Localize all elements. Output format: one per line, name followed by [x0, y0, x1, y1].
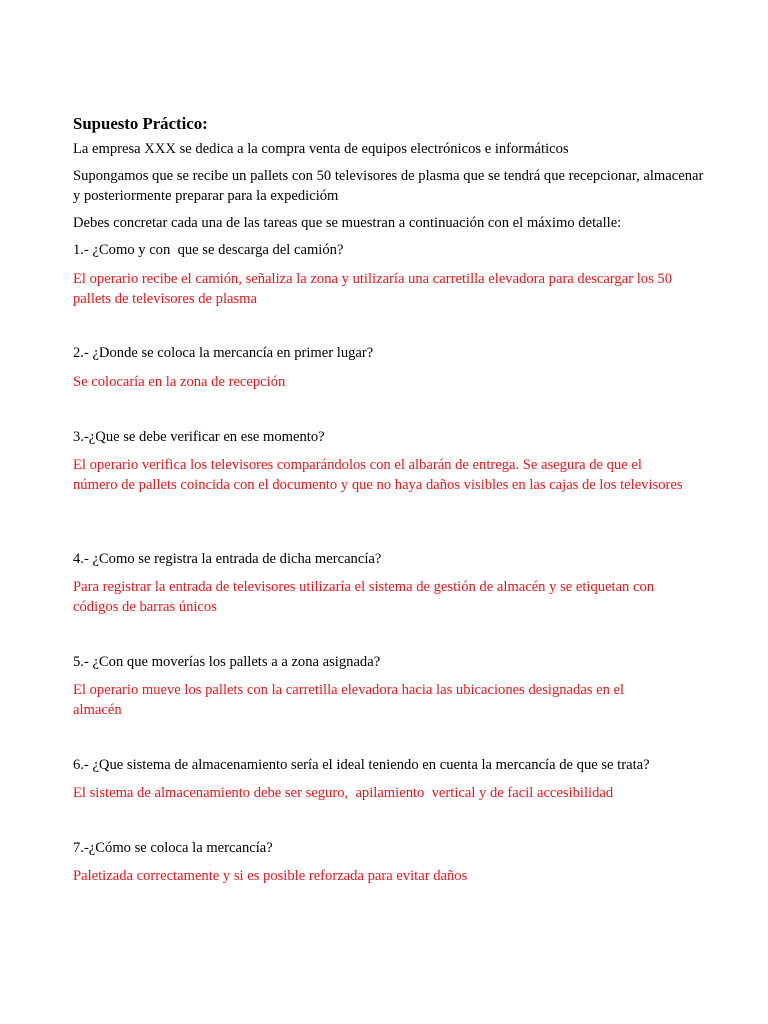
question-5: 5.- ¿Con que moverías los pallets a a zona asignada? [73, 654, 381, 670]
answer-4: Para registrar la entrada de televisores utilizaría el sistema de gestión de almacén y se etiquetan con códigos de barras únicos [73, 579, 655, 615]
question-7: 7.-¿Cómo se coloca la mercancía? [73, 840, 273, 856]
answer-5: El operario mueve los pallets con la carretilla elevadora hacia las ubicaciones designadas en el almacén [73, 682, 625, 718]
answer-1: El operario recibe el camión, señaliza la zona y utilizaría una carretilla elevadora para descargar los 50 pallets de televisores de plasma [73, 271, 672, 307]
intro-paragraph-3: Debes concretar cada una de las tareas que se muestran a continuación con el máximo detalle: [73, 215, 622, 231]
question-1: 1.- ¿Como y con que se descarga del camión? [73, 242, 344, 258]
question-4: 4.- ¿Como se registra la entrada de dicha mercancía? [73, 551, 382, 567]
answer-6: El sistema de almacenamiento debe ser seguro, apilamiento vertical y de facil accesibilidad [73, 785, 614, 801]
answer-7: Paletizada correctamente y si es posible reforzada para evitar daños [73, 868, 468, 884]
answer-2: Se colocaría en la zona de recepción [73, 374, 286, 390]
question-2: 2.- ¿Donde se coloca la mercancía en primer lugar? [73, 345, 374, 361]
answer-3: El operario verifica los televisores comparándolos con el albarán de entrega. Se asegura de que el número de pallets coincida con el documento y que no haya daños visibles en las cajas de los televisores [73, 457, 683, 493]
question-6: 6.- ¿Que sistema de almacenamiento sería el ideal teniendo en cuenta la mercancía de que se trata? [73, 757, 650, 773]
question-3: 3.-¿Que se debe verificar en ese momento? [73, 429, 325, 445]
intro-paragraph-1: La empresa XXX se dedica a la compra venta de equipos electrónicos e informáticos [73, 141, 569, 157]
intro-paragraph-2: Supongamos que se recibe un pallets con 50 televisores de plasma que se tendrá que recepcionar, almacenar y posteriormente preparar para la expedicióm [73, 168, 704, 204]
document-title: Supuesto Práctico: [73, 114, 208, 133]
